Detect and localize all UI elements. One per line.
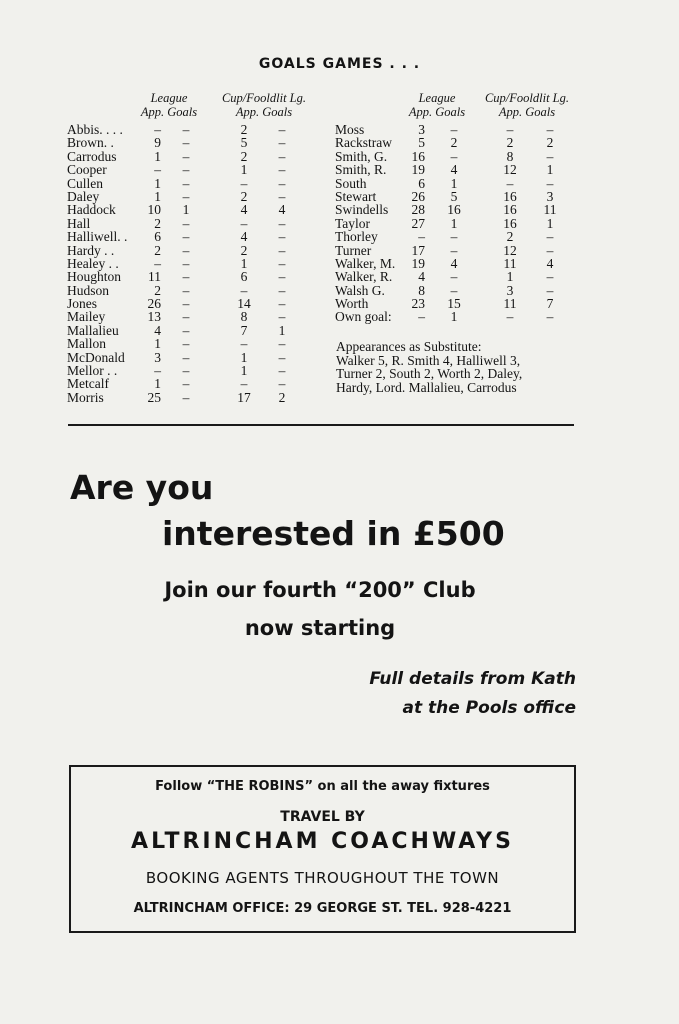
right-league-header: [398, 91, 476, 119]
stat-cell: 8: [418, 282, 425, 298]
player-row: [67, 150, 327, 163]
stat-cell: 6: [240, 269, 248, 285]
stat-cell: 2: [450, 135, 458, 151]
right-cup-label: Cup/Fooldlit Lg.: [484, 91, 570, 105]
right-league-label: League: [418, 91, 456, 105]
stat-cell: 5: [418, 135, 425, 151]
player-row: [67, 163, 327, 176]
player-name: Halliwell. .: [67, 229, 128, 245]
stat-cell: –: [182, 229, 190, 245]
advert-line-4: now starting: [244, 616, 396, 640]
advert-line-2: interested in £500: [162, 514, 505, 553]
player-name: Hall: [67, 215, 91, 231]
stat-cell: –: [278, 229, 286, 245]
stat-cell: 1: [240, 363, 248, 379]
stat-cell: 8: [240, 309, 248, 325]
stat-cell: 17: [411, 242, 425, 258]
stat-cell: –: [546, 269, 554, 285]
player-row: [67, 351, 327, 364]
stat-cell: 6: [154, 229, 161, 245]
player-name: Worth: [335, 296, 369, 312]
player-name: Turner: [335, 242, 372, 258]
player-row: [67, 230, 327, 243]
player-row: [335, 217, 575, 230]
player-row: [67, 284, 327, 297]
right-league-sub: App. Goals: [408, 105, 466, 119]
substitutes-line: Turner 2, South 2, Worth 2, Daley,: [336, 366, 523, 381]
stat-cell: –: [546, 229, 554, 245]
stat-cell: 1: [450, 215, 458, 231]
stat-cell: 4: [278, 202, 286, 218]
stat-cell: 2: [240, 148, 248, 164]
right-cup-sub: App. Goals: [498, 105, 556, 119]
stat-cell: 4: [450, 255, 458, 271]
stat-cell: –: [240, 376, 248, 392]
stat-cell: –: [182, 322, 190, 338]
stat-cell: 1: [450, 175, 458, 191]
stat-cell: 1: [546, 162, 554, 178]
stat-cell: 2: [506, 229, 514, 245]
player-name: Walker, R.: [335, 269, 393, 285]
stat-cell: 2: [506, 135, 514, 151]
stat-cell: 11: [543, 202, 557, 218]
stat-cell: 16: [447, 202, 461, 218]
player-row: [335, 163, 575, 176]
stat-cell: –: [182, 122, 190, 137]
stat-cell: 5: [450, 188, 458, 204]
stat-cell: –: [182, 376, 190, 392]
stat-cell: 3: [418, 122, 425, 137]
stat-cell: –: [182, 309, 190, 325]
stat-cell: 4: [240, 229, 248, 245]
stat-cell: 3: [506, 282, 514, 298]
stat-cell: 1: [240, 162, 248, 178]
player-row: [67, 391, 327, 404]
player-row: [335, 244, 575, 257]
stat-cell: –: [450, 242, 458, 258]
stat-cell: –: [278, 349, 286, 365]
stat-cell: –: [278, 296, 286, 312]
stat-cell: 14: [237, 296, 251, 312]
stat-cell: –: [278, 282, 286, 298]
left-cup-header: [214, 91, 314, 119]
stat-cell: 4: [546, 255, 554, 271]
player-name: Mailey: [67, 309, 106, 325]
player-name: Carrodus: [67, 148, 117, 164]
stat-cell: 3: [154, 349, 161, 365]
stat-cell: 8: [506, 148, 514, 164]
stat-cell: –: [182, 162, 190, 178]
stat-cell: –: [182, 255, 190, 271]
left-cup-sub: App. Goals: [235, 105, 293, 119]
stat-cell: –: [154, 162, 161, 178]
player-name: Houghton: [67, 269, 121, 285]
player-name: South: [335, 175, 367, 191]
substitutes-block: [336, 340, 522, 394]
stat-cell: –: [450, 122, 458, 137]
player-row: [67, 270, 327, 283]
right-stats-table: [335, 123, 575, 324]
stat-cell: 1: [278, 322, 286, 338]
advert-line-1: Are you: [70, 468, 214, 507]
player-row: [67, 257, 327, 270]
stat-cell: 11: [503, 255, 517, 271]
stat-cell: –: [546, 175, 554, 191]
substitutes-line: Hardy, Lord. Mallalieu, Carrodus: [336, 379, 517, 395]
player-row: [335, 150, 575, 163]
player-row: [335, 310, 575, 323]
stat-cell: –: [278, 188, 286, 204]
stat-cell: 19: [411, 162, 425, 178]
stat-cell: –: [182, 296, 190, 312]
stat-cell: –: [182, 336, 190, 352]
player-name: Walker, M.: [335, 255, 396, 271]
stat-cell: –: [546, 122, 554, 137]
stat-cell: 23: [411, 296, 425, 312]
player-name: Rackstraw: [335, 135, 392, 151]
stat-cell: 1: [240, 349, 248, 365]
stat-cell: –: [450, 282, 458, 298]
stat-cell: 16: [503, 188, 517, 204]
stat-cell: –: [278, 336, 286, 352]
stat-cell: –: [182, 363, 190, 379]
stat-cell: 27: [411, 215, 425, 231]
player-name: Walsh G.: [335, 282, 385, 298]
stat-cell: 1: [154, 376, 161, 392]
stat-cell: –: [182, 242, 190, 258]
stat-cell: –: [450, 229, 458, 245]
stat-cell: 2: [240, 122, 248, 137]
stat-cell: –: [278, 363, 286, 379]
player-name: Taylor: [335, 215, 371, 231]
stat-cell: –: [278, 309, 286, 325]
player-name: Hardy . .: [67, 242, 115, 258]
stat-cell: 1: [240, 255, 248, 271]
stat-cell: –: [154, 255, 161, 271]
coach-line-2: TRAVEL BY: [280, 809, 365, 825]
advert-line-5: Full details from Kath: [369, 669, 576, 689]
stat-cell: –: [182, 282, 190, 298]
stat-cell: 2: [278, 389, 286, 405]
stat-cell: 28: [411, 202, 425, 218]
stat-cell: –: [278, 376, 286, 392]
stat-cell: 4: [418, 269, 425, 285]
stat-cell: 2: [154, 282, 161, 298]
stat-cell: 4: [450, 162, 458, 178]
player-row: [335, 230, 575, 243]
stat-cell: 4: [240, 202, 248, 218]
player-name: Smith, R.: [335, 162, 387, 178]
stat-cell: 2: [240, 188, 248, 204]
stat-cell: 1: [154, 336, 161, 352]
player-row: [335, 284, 575, 297]
stat-cell: –: [278, 175, 286, 191]
stat-cell: 16: [503, 202, 517, 218]
stat-cell: 12: [503, 162, 517, 178]
stat-cell: 6: [418, 175, 425, 191]
player-name: Mellor . .: [67, 363, 118, 379]
stat-cell: 1: [450, 309, 458, 325]
left-cup-label: Cup/Fooldlit Lg.: [221, 91, 307, 105]
stat-cell: –: [182, 389, 190, 405]
stat-cell: –: [506, 175, 514, 191]
stat-cell: –: [240, 175, 248, 191]
stat-cell: 16: [411, 148, 425, 164]
player-name: Smith, G.: [335, 148, 388, 164]
stat-cell: 4: [154, 322, 161, 338]
coach-line-5: ALTRINCHAM OFFICE: 29 GEORGE ST. TEL. 928-4221: [133, 901, 512, 916]
stat-cell: 1: [154, 188, 161, 204]
stat-cell: –: [278, 148, 286, 164]
player-row: [67, 217, 327, 230]
player-name: Hudson: [67, 282, 110, 298]
player-name: Daley: [67, 188, 100, 204]
player-name: Healey . .: [67, 255, 119, 271]
player-row: [67, 310, 327, 323]
right-cup-header: [472, 91, 582, 119]
player-row: [335, 136, 575, 149]
player-name: Mallalieu: [67, 322, 119, 338]
coach-line-4: BOOKING AGENTS THROUGHOUT THE TOWN: [145, 869, 500, 887]
stat-cell: 10: [147, 202, 161, 218]
stat-cell: –: [450, 269, 458, 285]
stat-cell: –: [506, 122, 514, 137]
stat-cell: 2: [546, 135, 554, 151]
stat-cell: –: [278, 215, 286, 231]
player-row: [335, 177, 575, 190]
player-row: [335, 257, 575, 270]
stat-cell: 2: [154, 215, 161, 231]
stat-cell: –: [450, 148, 458, 164]
stat-cell: –: [418, 229, 425, 245]
player-name: Cooper: [67, 162, 107, 178]
advert-line-3: Join our fourth “200” Club: [164, 578, 476, 602]
player-row: [335, 190, 575, 203]
left-league-label: League: [150, 91, 188, 105]
player-row: [67, 377, 327, 390]
stat-cell: –: [182, 269, 190, 285]
player-row: [335, 203, 575, 216]
player-name: Cullen: [67, 175, 103, 191]
stat-cell: 5: [240, 135, 248, 151]
stat-cell: 11: [148, 269, 161, 285]
stat-cell: –: [546, 282, 554, 298]
player-name: Jones: [67, 296, 97, 312]
player-name: Haddock: [67, 202, 116, 218]
player-name: Metcalf: [67, 376, 109, 392]
stat-cell: 1: [154, 148, 161, 164]
player-name: Stewart: [335, 188, 377, 204]
stat-cell: 12: [503, 242, 517, 258]
stat-cell: 16: [503, 215, 517, 231]
coachways-advert-box: [69, 765, 576, 933]
stat-cell: –: [546, 242, 554, 258]
stat-cell: –: [278, 269, 286, 285]
stat-cell: –: [154, 122, 161, 137]
stat-cell: 25: [147, 389, 161, 405]
player-row: [335, 123, 575, 136]
left-league-header: [132, 91, 206, 119]
stat-cell: –: [278, 135, 286, 151]
divider-rule: [68, 424, 574, 426]
stat-cell: 13: [147, 309, 161, 325]
stat-cell: 2: [240, 242, 248, 258]
left-league-sub: App. Goals: [140, 105, 198, 119]
stat-cell: –: [182, 349, 190, 365]
coach-line-3: ALTRINCHAM COACHWAYS: [131, 829, 514, 854]
player-row: [335, 297, 575, 310]
player-row: [67, 337, 327, 350]
stat-cell: –: [154, 363, 161, 379]
player-row: [67, 324, 327, 337]
player-name: Abbis. . . .: [67, 122, 123, 137]
left-stats-table: [67, 123, 327, 404]
stat-cell: 9: [154, 135, 161, 151]
player-row: [67, 364, 327, 377]
stat-cell: 1: [506, 269, 514, 285]
player-row: [67, 136, 327, 149]
player-row: [67, 123, 327, 136]
stat-cell: –: [546, 148, 554, 164]
stat-cell: –: [240, 282, 248, 298]
player-row: [335, 270, 575, 283]
stat-cell: –: [418, 309, 425, 325]
stat-cell: –: [182, 148, 190, 164]
stat-cell: –: [278, 122, 286, 137]
player-row: [67, 190, 327, 203]
stat-cell: –: [182, 175, 190, 191]
page-title: GOALS GAMES . . .: [258, 56, 421, 72]
player-name: Own goal:: [335, 309, 392, 325]
stat-cell: 19: [411, 255, 425, 271]
player-name: Swindells: [335, 202, 389, 218]
stat-cell: –: [182, 135, 190, 151]
stat-cell: –: [278, 242, 286, 258]
stat-cell: 1: [182, 202, 190, 218]
stat-cell: 1: [154, 175, 161, 191]
player-row: [67, 297, 327, 310]
stat-cell: 7: [546, 296, 554, 312]
stat-cell: 17: [237, 389, 251, 405]
stat-cell: 7: [240, 322, 248, 338]
player-row: [67, 203, 327, 216]
stat-cell: –: [278, 162, 286, 178]
substitutes-heading: Appearances as Substitute:: [336, 339, 482, 354]
stat-cell: 26: [411, 188, 425, 204]
stat-cell: –: [240, 336, 248, 352]
stat-cell: –: [182, 215, 190, 231]
stat-cell: 1: [546, 215, 554, 231]
stat-cell: –: [278, 255, 286, 271]
stat-cell: 15: [447, 296, 461, 312]
stat-cell: 26: [147, 296, 161, 312]
stat-cell: –: [546, 309, 554, 325]
player-name: McDonald: [67, 349, 125, 365]
stat-cell: 2: [154, 242, 161, 258]
player-name: Brown. .: [67, 135, 114, 151]
substitutes-line: Walker 5, R. Smith 4, Halliwell 3,: [336, 352, 521, 368]
player-name: Moss: [335, 122, 365, 137]
stat-cell: 11: [503, 296, 517, 312]
stat-cell: –: [506, 309, 514, 325]
stat-cell: –: [182, 188, 190, 204]
player-name: Mallon: [67, 336, 106, 352]
coach-line-1: Follow “THE ROBINS” on all the away fixtures: [155, 779, 490, 794]
advert-line-6: at the Pools office: [402, 698, 576, 718]
player-row: [67, 244, 327, 257]
stat-cell: –: [240, 215, 248, 231]
player-name: Thorley: [335, 229, 378, 245]
player-row: [67, 177, 327, 190]
player-name: Morris: [67, 389, 104, 405]
stat-cell: 3: [546, 188, 554, 204]
